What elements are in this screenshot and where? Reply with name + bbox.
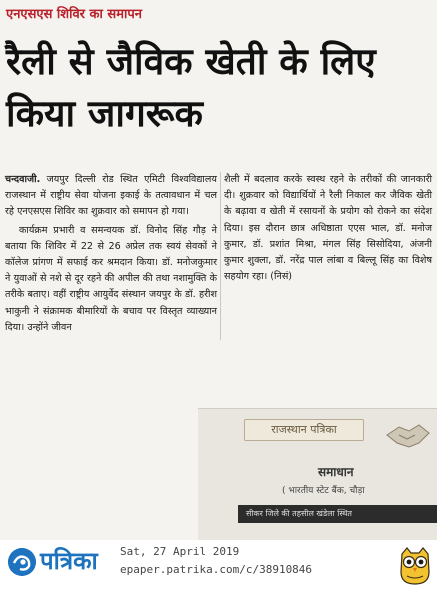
snippet-strip: सीकर जिले की तहसील खंडेला स्थित — [238, 505, 437, 523]
section-kicker: एनएसएस शिविर का समापन — [6, 7, 142, 22]
paragraph-text: जयपुर दिल्ली रोड स्थित एमिटी विश्वविद्यालय राजस्थान में राष्ट्रीय सेवा योजना इकाई के तत्वावधान में चल रहे एनएसएस शिविर का शुक्रवार को समापन हो गया। — [5, 174, 217, 218]
patrika-logo-icon — [8, 548, 36, 576]
handshake-icon — [385, 413, 431, 453]
dateline: चन्दवाजी. — [5, 174, 41, 185]
article-column-right — [224, 172, 432, 285]
owl-mascot-icon — [398, 546, 432, 586]
epaper-date: Sat, 27 April 2019 — [120, 545, 240, 558]
article-column-left — [5, 172, 217, 336]
article-paragraph — [5, 172, 217, 221]
column-divider — [220, 172, 221, 340]
snippet-title: समाधान — [318, 465, 354, 479]
snippet-subtitle: ( भारतीय स्टेट बैंक, चौड़ा — [282, 486, 365, 496]
article-paragraph: शैली में बदलाव करके स्वस्थ रहने के तरीकों की जानकारी दी। शुक्रवार को विद्यार्थियों ने रैली निकाल कर जैविक खेती के बढ़ावा व खेती में रसायनों के प्रयोग को रोकने का संदेश दिया। इस दौरान छात्र अधिष्ठाता एएस भाल, डॉ. मनोज कुमार, डॉ. प्रशांत मिश्रा, मंगल सिंह सिसोदिया, अंजनी कुमार शुक्ला, डॉ. नरेंद्र पाल लांबा व बिल्लू सिंह का विशेष सहयोग रहा। (निसं) — [224, 174, 432, 283]
article-paragraph: कार्यक्रम प्रभारी व समन्वयक डॉ. विनोद सिंह गौड़ ने बताया कि शिविर में 22 से 26 अप्रेल तक स्वयं सेवकों ने कॉलेज प्रांगण में सफाई कर श्रमदान किया। डॉ. मनोजकुमार ने युवाओं से नशे से दूर रहने की अपील की तथा नशामुक्ति के तरीके बताए। वहीं राष्ट्रीय आयुर्वेद संस्थान जयपुर के डॉ. हरीश भाकुनी ने संक्रामक बीमारियों के बचाव पर विस्तृत व्याख्यान दिया। उन्होंने जीवन — [5, 224, 217, 333]
patrika-section-tag: राजस्थान पत्रिका — [244, 419, 364, 441]
epaper-url[interactable]: epaper.patrika.com/c/38910846 — [120, 563, 313, 576]
epaper-footer — [0, 540, 437, 595]
article-headline: रैली से जैविक खेती के लिए किया जागरूक — [6, 40, 376, 135]
patrika-logo-text[interactable]: पत्रिका — [40, 547, 98, 575]
adjacent-article-snippet — [198, 408, 437, 540]
